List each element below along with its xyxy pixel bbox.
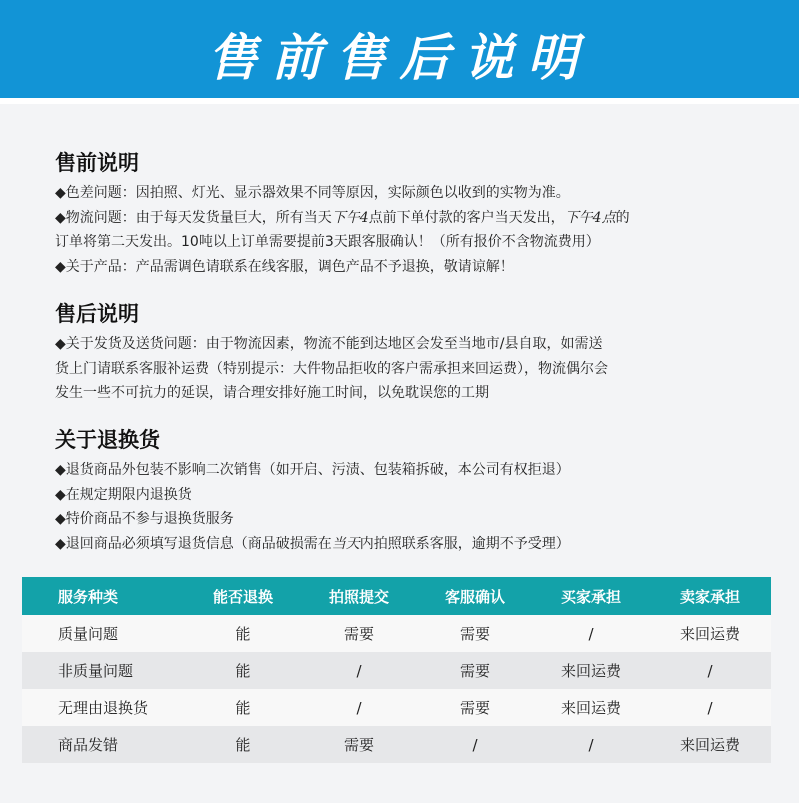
- returns-line-2: ◆在规定期限内退换货: [55, 486, 192, 503]
- aftersale-title: 售后说明: [55, 302, 139, 326]
- table-cell: 需要: [459, 662, 490, 680]
- presale-section: [55, 147, 755, 279]
- table-cell: 来回运费: [560, 699, 621, 717]
- table-row: [22, 689, 771, 726]
- table-cell: 能: [235, 662, 251, 680]
- header-cell: 买家承担: [560, 587, 621, 606]
- page-title: 售前售后说明: [207, 28, 592, 87]
- table-cell: /: [356, 698, 362, 717]
- returns-line-4: ◆退回商品必须填写退货信息（商品破损需在当天内拍照联系客服，逾期不予受理）: [55, 535, 570, 552]
- returns-section: [55, 424, 755, 556]
- table-row: [22, 652, 771, 689]
- returns-line-1: ◆退货商品外包装不影响二次销售（如开启、污渍、包装箱拆破，本公司有权拒退）: [55, 462, 570, 478]
- presale-color-note: ◆色差问题：因拍照、灯光、显示器效果不同等原因，实际颜色以收到的实物为准。: [55, 185, 570, 201]
- presale-logistics-note: ◆物流问题：由于每天发货量巨大，所有当天下午4点前下单付款的客户当天发出，下午4点的: [55, 209, 630, 226]
- table-cell: 需要: [343, 625, 374, 643]
- table-cell: 需要: [459, 625, 490, 643]
- aftersale-line-3: 发生一些不可抗力的延误，请合理安排好施工时间，以免耽误您的工期: [55, 385, 489, 401]
- aftersale-line-2: 货上门请联系客服补运费（特别提示：大件物品拒收的客户需承担来回运费），物流偶尔会: [55, 360, 608, 377]
- table-cell: 来回运费: [560, 662, 621, 680]
- table-header: [22, 577, 771, 615]
- header-cell: 拍照提交: [328, 587, 389, 606]
- returns-title: 关于退换货: [55, 428, 160, 452]
- table-cell: 无理由退换货: [58, 699, 149, 717]
- table-row: [22, 615, 771, 652]
- table-cell: /: [707, 698, 713, 717]
- table-cell: 需要: [459, 699, 490, 717]
- table-cell: 来回运费: [679, 625, 740, 643]
- table-cell: 商品发错: [58, 736, 119, 754]
- aftersale-line-1: ◆关于发货及送货问题：由于物流因素，物流不能到达地区会发至当地市/县自取，如需送: [55, 336, 603, 352]
- table-cell: 能: [235, 736, 251, 754]
- aftersale-section: [55, 298, 755, 406]
- header-cell: 服务种类: [58, 587, 119, 606]
- table-cell: 能: [235, 699, 251, 717]
- table-cell: 需要: [343, 736, 374, 754]
- service-table: [22, 577, 771, 763]
- header-banner: [0, 0, 799, 104]
- table-cell: 能: [235, 625, 251, 643]
- table-cell: /: [356, 661, 362, 680]
- table-cell: 来回运费: [679, 736, 740, 754]
- presale-logistics-note-cont: 订单将第二天发出。10吨以上订单需要提前3天跟客服确认！（所有报价不含物流费用）: [55, 234, 600, 250]
- returns-line-3: ◆特价商品不参与退换货服务: [55, 511, 234, 527]
- table-cell: /: [472, 735, 478, 754]
- table-cell: /: [707, 661, 713, 680]
- header-cell: 能否退换: [212, 587, 273, 606]
- table-cell: 非质量问题: [58, 662, 134, 680]
- header-cell: 卖家承担: [679, 587, 740, 606]
- presale-product-note: ◆关于产品：产品需调色请联系在线客服，调色产品不予退换，敬请谅解！: [55, 258, 514, 275]
- table-cell: /: [588, 735, 594, 754]
- presale-title: 售前说明: [55, 151, 139, 175]
- table-cell: 质量问题: [58, 625, 119, 643]
- table-cell: /: [588, 624, 594, 643]
- header-cell: 客服确认: [444, 587, 505, 606]
- table-row: [22, 726, 771, 763]
